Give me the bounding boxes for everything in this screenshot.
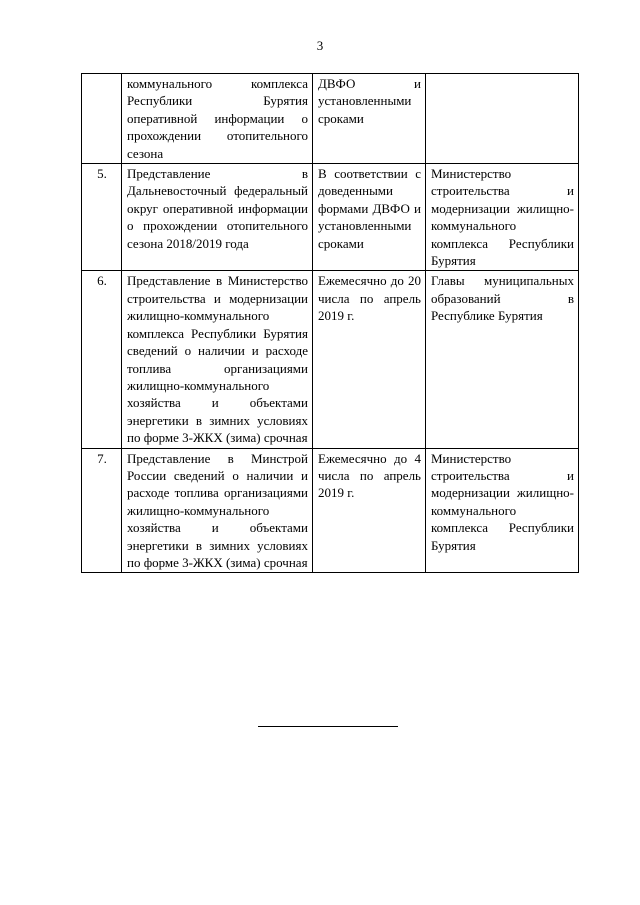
- term-cell: В соответствии с доведенными формами ДВФО и установленными сроками: [313, 164, 426, 271]
- table-row: [82, 74, 579, 164]
- row-number: 5.: [82, 164, 122, 271]
- responsible-cell: Главы муниципальных образований в Республике Бурятия: [426, 271, 579, 448]
- row-number: [82, 74, 122, 164]
- row-number: 7.: [82, 448, 122, 573]
- action-cell: коммунального комплекса Республики Бурятия оперативной информации о прохождении отопительного сезона: [122, 74, 313, 164]
- action-cell: Представление в Дальневосточный федеральный округ оперативной информации о прохождении отопительного сезона 2018/2019 года: [122, 164, 313, 271]
- closing-divider-line: [258, 726, 398, 727]
- row-number: 6.: [82, 271, 122, 448]
- table-row: [82, 271, 579, 448]
- table-row: [82, 164, 579, 271]
- responsible-cell: Министерство строительства и модернизации жилищно-коммунального комплекса Республики Бурятия: [426, 164, 579, 271]
- action-plan-table: [81, 73, 579, 573]
- page-number: 3: [316, 38, 324, 53]
- term-cell: ДВФО и установленными сроками: [313, 74, 426, 164]
- term-cell: Ежемесячно до 20 числа по апрель 2019 г.: [313, 271, 426, 448]
- action-cell: Представление в Министерство строительства и модернизации жилищно-коммунального комплекса Республики Бурятия сведений о наличии и расходе топлива организациями жилищно-коммунального хозяйства и объектами энергетики в зимних условиях по форме 3-ЖКХ (зима) срочная: [122, 271, 313, 448]
- responsible-cell: [426, 74, 579, 164]
- action-cell: Представление в Минстрой России сведений о наличии и расходе топлива организациями жилищно-коммунального хозяйства и объектами энергетики в зимних условиях по форме 3-ЖКХ (зима) срочная: [122, 448, 313, 573]
- responsible-cell: Министерство строительства и модернизации жилищно-коммунального комплекса Республики Бурятия: [426, 448, 579, 573]
- term-cell: Ежемесячно до 4 числа по апрель 2019 г.: [313, 448, 426, 573]
- table-row: [82, 448, 579, 573]
